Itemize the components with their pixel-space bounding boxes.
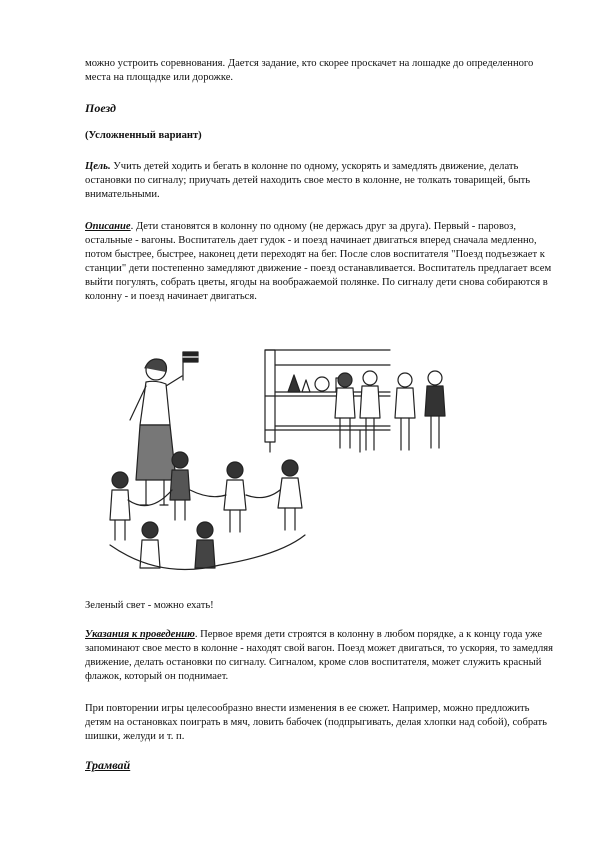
children-row-drawing xyxy=(335,371,445,450)
instructions-text: . Первое время дети строятся в колонну в любом порядке, а к концу года уже запоминают свое место в колонне - находят свой вагон. Поезд может двигаться, то ускоряя, то замедляя движение, делать остановки по сигналу. Сигналом, кроме слов воспитателя, может служить красный флажок, который он поднимает. xyxy=(85,629,554,682)
illustration-caption: Зеленый свет - можно ехать! xyxy=(85,600,214,611)
description-paragraph xyxy=(85,220,555,304)
variant-label: (Усложненный вариант) xyxy=(85,130,202,141)
instructions-label: Указания к проведению xyxy=(85,629,195,640)
goal-label: Цель. xyxy=(85,161,111,172)
next-game-title: Трамвай xyxy=(85,758,131,772)
instructions-paragraph xyxy=(85,628,555,684)
description-label: Описание xyxy=(85,221,131,232)
train-game-illustration xyxy=(90,330,460,592)
goal-text: Учить детей ходить и бегать в колонне по одному, ускорять и замедлять движение, делать остановки по сигналу; приучать детей находить свое место в колонне, не толкать товарищей, быть внимательными. xyxy=(85,161,531,200)
description-text: . Дети становятся в колонну по одному (не держась друг за друга). Первый - паровоз, остальные - вагоны. Воспитатель дает гудок - и поезд начинает двигаться вперед сначала медленно, потом быстрее, быстрее, наконец дети переходят на бег. После слов воспитателя "Поезд подъезжает к станции" дети постепенно замедляют движение - поезд останавливается. Воспитатель предлагает всем выйти погулять, собрать цветы, ягоды на воображаемой полянке. По сигналу дети снова собираются в колонну - и поезд начинает двигаться. xyxy=(85,221,552,302)
variation-paragraph: При повторении игры целесообразно внести изменения в ее сюжет. Например, можно предложить детям на остановках поиграть в мяч, ловить бабочек (подпрыгивать, делая хлопки над собой), собрать шишки, желуди и т. п. xyxy=(85,703,548,742)
game-title: Поезд xyxy=(85,101,116,115)
goal-paragraph xyxy=(85,160,555,202)
intro-paragraph: можно устроить соревнования. Дается задание, кто скорее проскачет на лошадке до определенного места на площадке или дорожке. xyxy=(85,58,534,83)
